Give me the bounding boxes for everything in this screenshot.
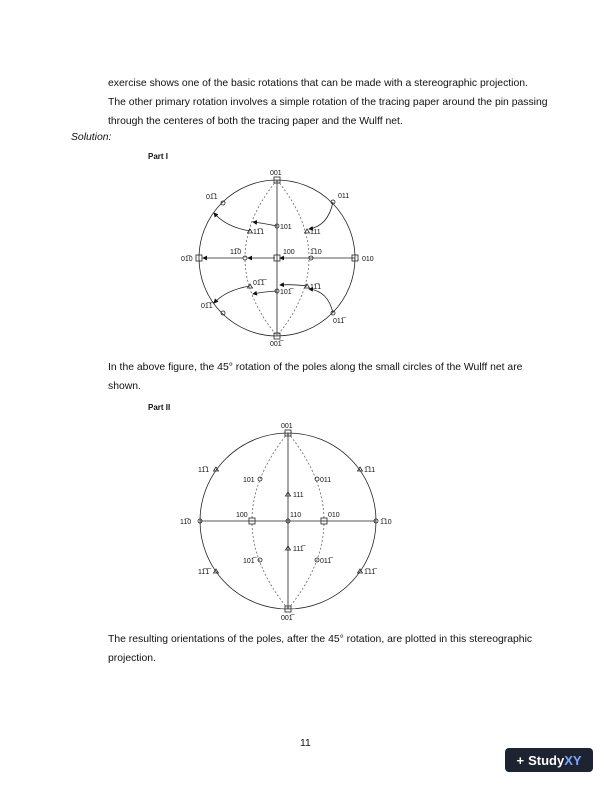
pole-label: 011 bbox=[320, 477, 332, 484]
pole-label: 11̅1 bbox=[310, 284, 322, 291]
pole-label: 11̅1̅ bbox=[198, 569, 210, 576]
part2-labels bbox=[180, 423, 392, 622]
pole-label: 011 bbox=[338, 193, 350, 200]
studyxy-logo: + StudyXY bbox=[505, 748, 593, 772]
caption-1: In the above figure, the 45° rotation of the poles along the small circles of the Wulff net are shown. bbox=[108, 362, 523, 392]
pole-label: 11̅1 bbox=[253, 229, 265, 236]
pole-label: 101 bbox=[243, 477, 255, 484]
pole-label: 111 bbox=[293, 492, 304, 499]
pole-label: 101̅ bbox=[243, 558, 255, 565]
pole-label: 01̅1̅ bbox=[253, 280, 265, 287]
pole-label: 101 bbox=[280, 224, 292, 231]
pole-label: 010 bbox=[328, 512, 340, 519]
part2-title: Part II bbox=[148, 403, 171, 412]
pole-label: 011̅ bbox=[333, 318, 345, 325]
pole-label: 001̅ bbox=[281, 615, 293, 622]
pole-label: 100 bbox=[236, 512, 248, 519]
pole-label: 01̅1̅ bbox=[201, 303, 213, 310]
pole-label: 100 bbox=[283, 249, 295, 256]
pole-label: 101̅ bbox=[280, 289, 292, 296]
pole-label: 001 bbox=[270, 170, 282, 177]
pole-label: 1̅11 bbox=[364, 467, 376, 474]
pole-label: 011̅ bbox=[320, 558, 332, 565]
pole-label: 01̅0 bbox=[181, 256, 193, 263]
pole-label: 111̅ bbox=[293, 546, 304, 553]
pole-label: 11̅0 bbox=[180, 519, 192, 526]
part2-diagram bbox=[198, 430, 378, 612]
pole-label: 11̅1 bbox=[198, 467, 210, 474]
pole-label: 11̅0 bbox=[230, 249, 242, 256]
solution-label: Solution: bbox=[71, 132, 112, 143]
caption-2: The resulting orientations of the poles, after the 45° rotation, are plotted in this stereographic projection. bbox=[108, 634, 533, 664]
pole-label: 1̅11̅ bbox=[364, 569, 376, 576]
pole-label: 010 bbox=[362, 256, 374, 263]
pole-label: 001 bbox=[281, 423, 293, 430]
pole-label: 01̅1 bbox=[206, 194, 218, 201]
page-number: 11 bbox=[300, 738, 311, 749]
plus-icon: + bbox=[516, 752, 525, 768]
pole-label: 1̅10 bbox=[310, 249, 322, 256]
pole-label: 110 bbox=[290, 512, 302, 519]
part1-title: Part I bbox=[148, 152, 169, 161]
intro-paragraph: exercise shows one of the basic rotations that can be made with a stereographic projection. The other primary rotation involves a simple rotation of the tracing paper around the pin passing through the centeres of both the tracing paper and the Wulff net. bbox=[108, 78, 548, 127]
pole-label: 111 bbox=[310, 229, 321, 236]
pole-label: 1̅10 bbox=[380, 519, 392, 526]
part1-diagram bbox=[196, 177, 358, 339]
pole-label: 001̅ bbox=[270, 341, 282, 348]
